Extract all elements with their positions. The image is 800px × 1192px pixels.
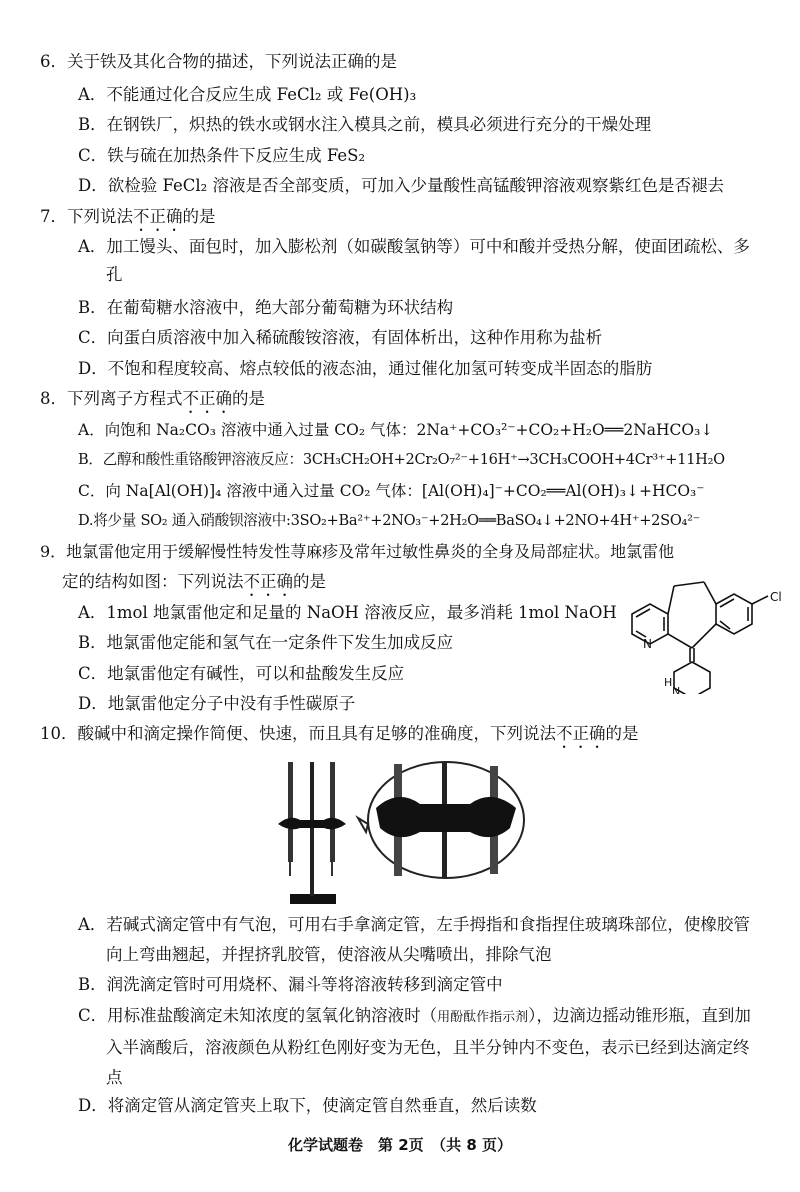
q10-stem (40, 720, 770, 752)
q9-option-b: B．地氯雷他定能和氢气在一定条件下发生加成反应 (78, 633, 454, 652)
q10-option-b: B．润洗滴定管时可用烧杯、漏斗等将溶液转移到滴定管中 (78, 975, 503, 994)
q8-option-d: D.将少量 SO₂ 通入硝酸钡溶液中:3SO₂+Ba²⁺+2NO₃⁻+2H₂O══BaSO₄↓+2NO+4H⁺+2SO₄²⁻ (78, 512, 701, 529)
burette-right (330, 762, 335, 862)
q7-option-a: A．加工馒头、面包时，加入膨松剂（如碳酸氢钠等）可中和酸并受热分解，使面团疏松、多孔 (78, 237, 750, 284)
page-footer: 化学试题卷 第 2页 （共 8 页） (287, 1136, 513, 1154)
q9-stem-line1: 9．地氯雷他定用于缓解慢性特发性荨麻疹及常年过敏性鼻炎的全身及局部症状。地氯雷他 (40, 542, 675, 561)
q9-option-c: C．地氯雷他定有碱性，可以和盐酸发生反应 (78, 664, 405, 683)
q10-option-c (78, 1001, 764, 1093)
q8-negation-emphasis: 不正确 (182, 389, 232, 408)
q8-stem-end: 的是 (232, 389, 265, 408)
q8-option-c: C．向 Na[Al(OH)]₄ 溶液中通入过量 CO₂ 气体：[Al(OH)₄]⁻+CO₂══Al(OH)₃↓+HCO₃⁻ (78, 482, 705, 500)
q8-option-b: B．乙醇和酸性重铬酸钾溶液反应：3CH₃CH₂OH+2Cr₂O₇²⁻+16H⁺→3CH₃COOH+4Cr³⁺+11H₂O (78, 451, 725, 468)
pyridine-nitrogen-label: N (643, 637, 652, 651)
piperidine-nitrogen-label: N (672, 685, 681, 694)
q10-stem-text: 10．酸碱中和滴定操作简便、快速，而且具有足够的准确度，下列说法 (40, 724, 556, 743)
q7-stem (40, 203, 770, 235)
q10-negation-emphasis: 不正确 (556, 724, 606, 743)
q7-option-c: C．向蛋白质溶液中加入稀硫酸铵溶液，有固体析出，这种作用称为盐析 (78, 328, 603, 347)
q10-option-c-text: C．用标准盐酸滴定未知浓度的氢氧化钠溶液时（ (78, 1006, 438, 1025)
q6-stem: 6．关于铁及其化合物的描述，下列说法正确的是 (40, 52, 397, 71)
q10-option-c-text-end: ），边滴边摇动锥形瓶，直到加入半滴酸后，溶液颜色从粉红色刚好变为无色，且半分钟内不变色，表示已经到达滴定终点 (106, 1006, 751, 1087)
q6-option-b: B．在钢铁厂，炽热的铁水或钢水注入模具之前，模具必须进行充分的干燥处理 (78, 115, 652, 134)
q10-option-a: A．若碱式滴定管中有气泡，可用右手拿滴定管，左手拇指和食指捏住玻璃珠部位，使橡胶管向上弯曲翘起，并捏挤乳胶管，使溶液从尖嘴喷出，排除气泡 (78, 915, 750, 964)
titration-stand-figure (270, 758, 530, 908)
q9-stem-end: 的是 (293, 572, 326, 591)
q6-option-c: C．铁与硫在加热条件下反应生成 FeS₂ (78, 146, 366, 165)
benzene-ring (716, 594, 752, 634)
q7-option-d: D．不饱和程度较高、熔点较低的液态油，通过催化加氢可转变成半固态的脂肪 (78, 359, 653, 378)
q10-option-d: D．将滴定管从滴定管夹上取下，使滴定管自然垂直，然后读数 (78, 1096, 537, 1115)
stand-rod (310, 762, 314, 896)
q8-stem (40, 385, 770, 417)
q10-option-c-indicator-note: 用酚酞作指示剂 (437, 1010, 529, 1025)
q7-stem-text: 7．下列说法 (40, 207, 133, 226)
q6-option-a: A．不能通过化合反应生成 FeCl₂ 或 Fe(OH)₃ (78, 85, 417, 104)
piperidine-h-label: H (664, 676, 673, 689)
q9-option-d: D．地氯雷他定分子中没有手性碳原子 (78, 694, 356, 713)
q8-option-a: A．向饱和 Na₂CO₃ 溶液中通入过量 CO₂ 气体：2Na⁺+CO₃²⁻+CO₂+H₂O══2NaHCO₃↓ (78, 421, 714, 439)
q7-option-b: B．在葡萄糖水溶液中，绝大部分葡萄糖为环状结构 (78, 298, 454, 317)
q9-negation-emphasis: 不正确 (243, 572, 293, 591)
q9-stem-text: 定的结构如图：下列说法 (62, 572, 244, 591)
q7-stem-end: 的是 (182, 207, 216, 226)
q8-stem-text: 8．下列离子方程式 (40, 389, 183, 408)
burette-left (288, 762, 293, 862)
q7-negation-emphasis: 不正确 (133, 207, 183, 226)
desloratadine-structure-figure (612, 574, 792, 694)
q10-stem-end: 的是 (605, 724, 639, 743)
q9-option-a: A．1mol 地氯雷他定和足量的 NaOH 溶液反应，最多消耗 1mol NaOH (78, 603, 617, 622)
chlorine-label: Cl (770, 590, 782, 604)
q6-option-d: D．欲检验 FeCl₂ 溶液是否全部变质，可加入少量酸性高锰酸钾溶液观察紫红色是否褪去 (78, 176, 725, 195)
